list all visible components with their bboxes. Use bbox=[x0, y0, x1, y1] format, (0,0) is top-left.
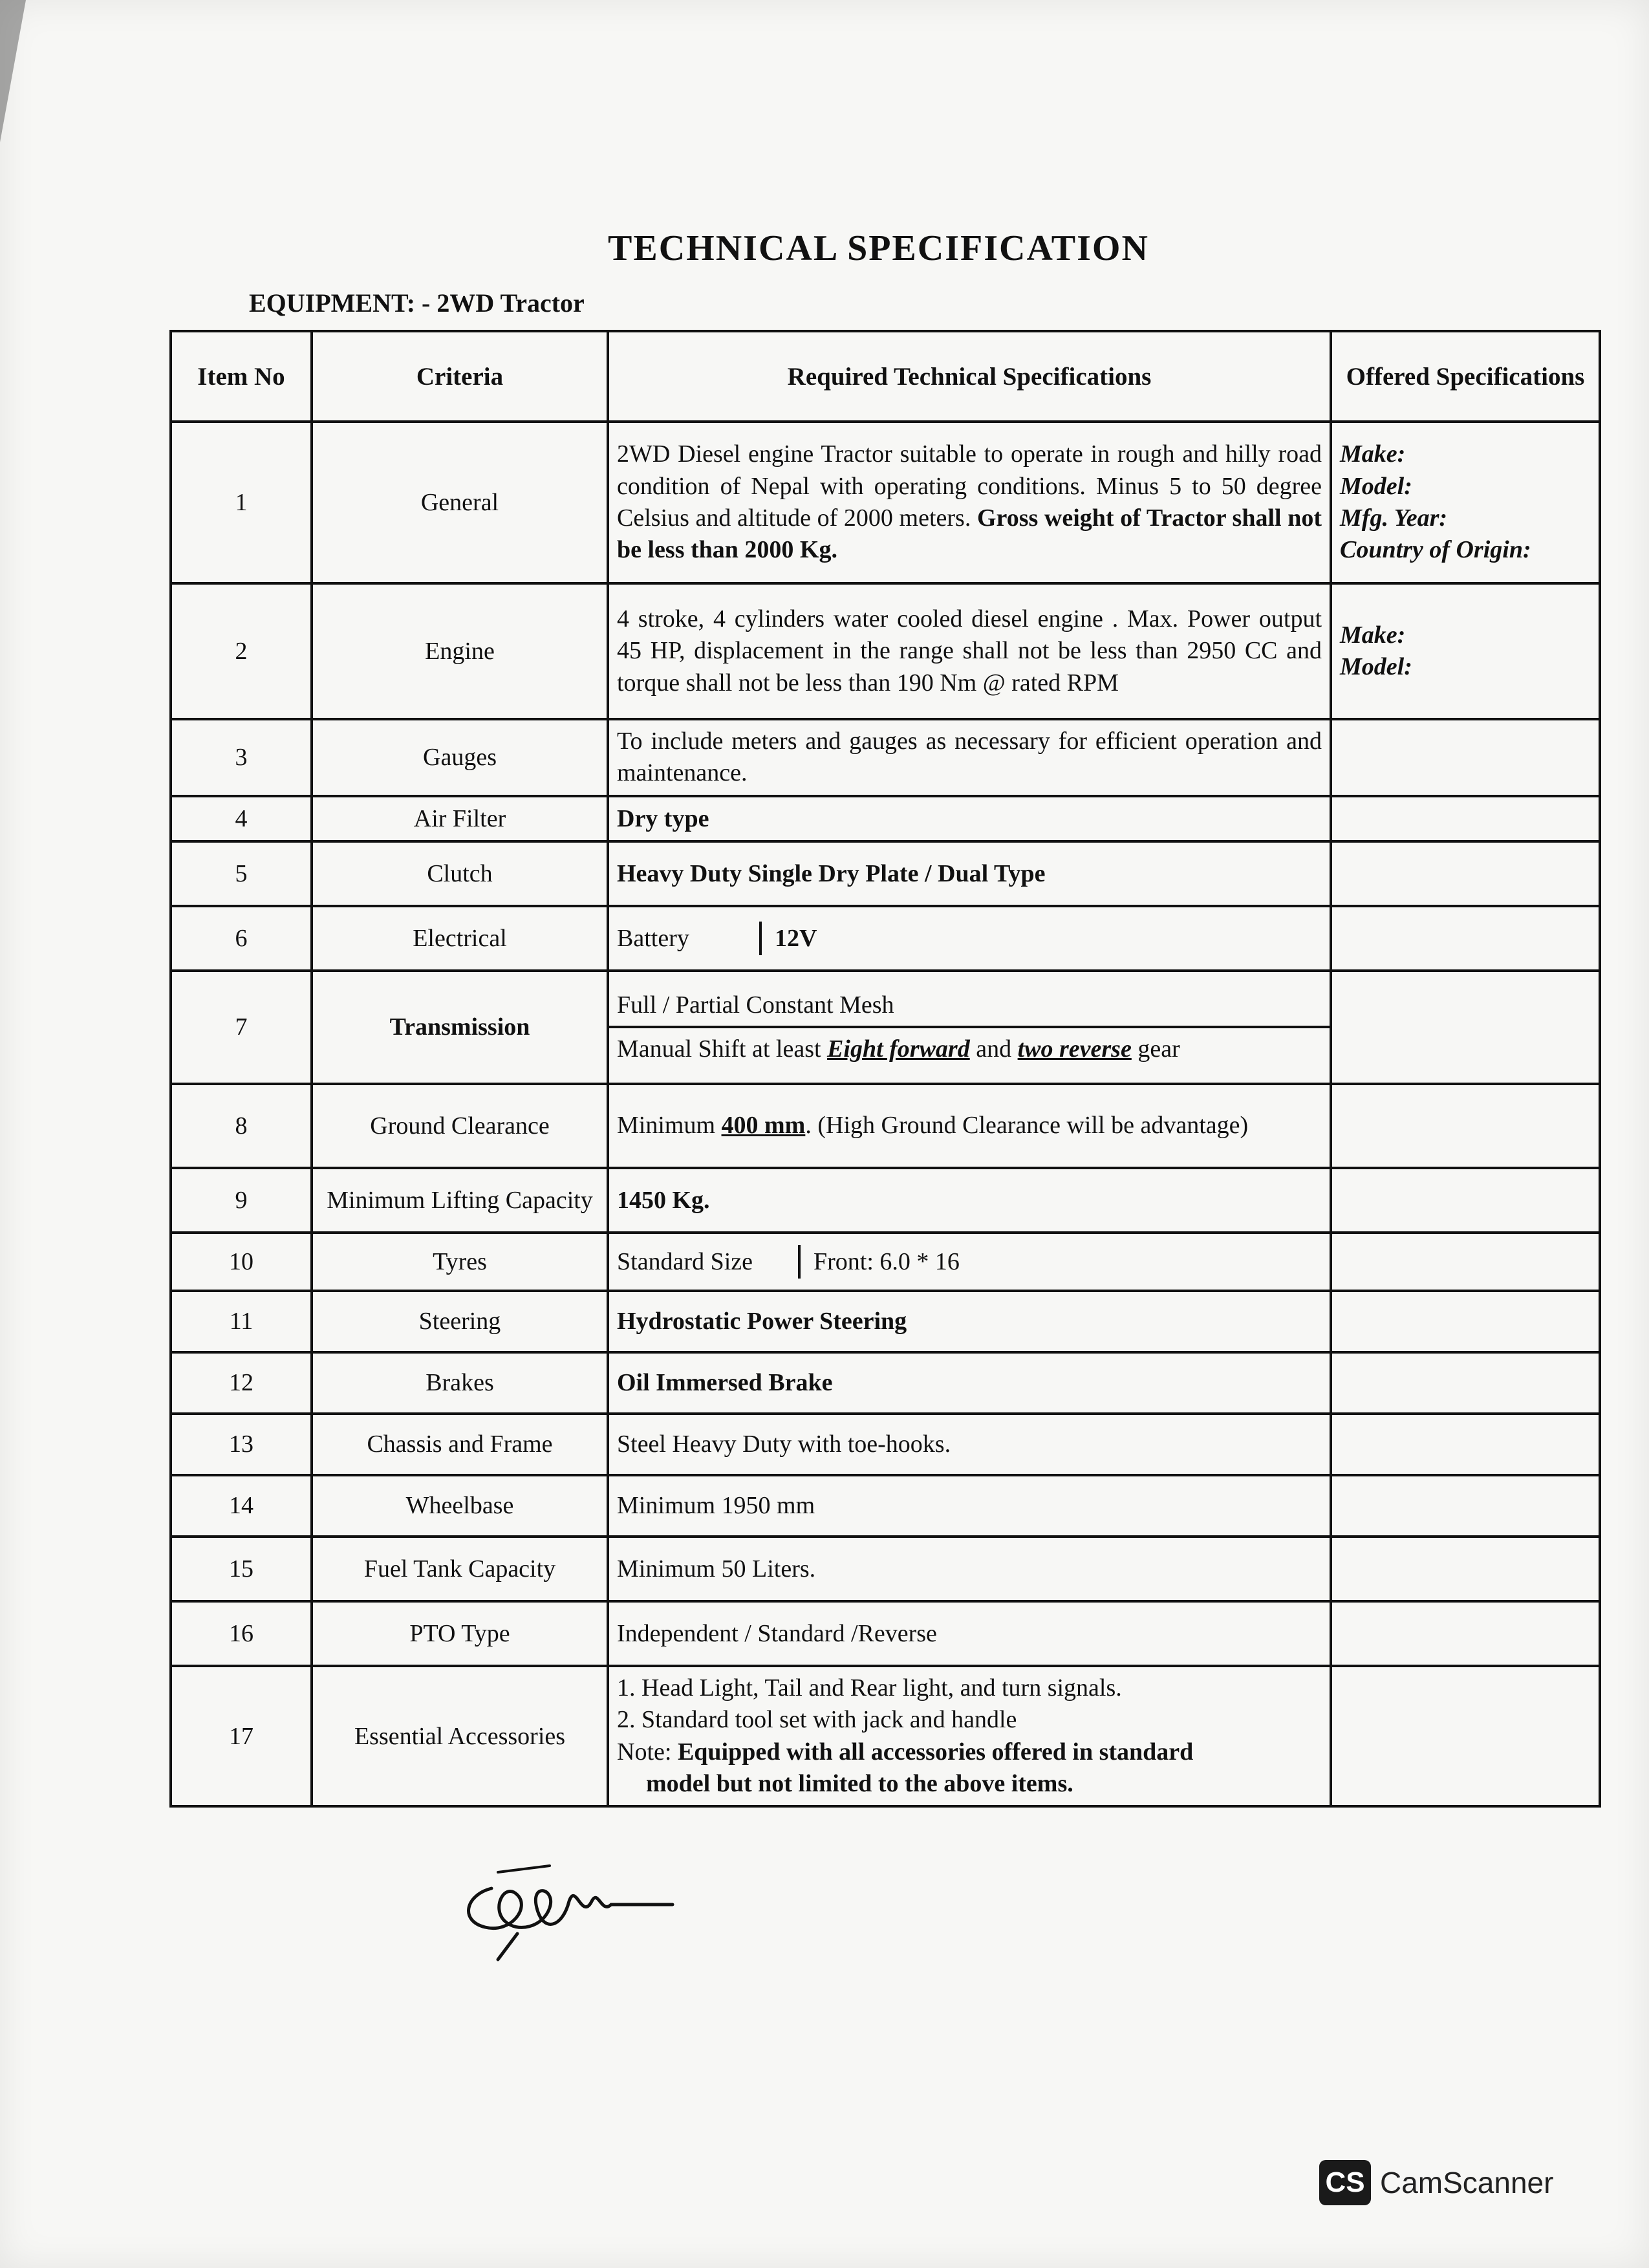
header-offered-specs: Offered Specifications bbox=[1331, 331, 1600, 422]
table-row bbox=[171, 1414, 1600, 1475]
camscanner-text: CamScanner bbox=[1380, 2166, 1554, 2199]
required-spec: Heavy Duty Single Dry Plate / Dual Type bbox=[608, 841, 1331, 906]
accessory-line-2: 2. Standard tool set with jack and handle bbox=[617, 1706, 1017, 1734]
table-row bbox=[171, 1291, 1600, 1352]
required-spec: Minimum 50 Liters. bbox=[608, 1537, 1331, 1601]
criteria: Clutch bbox=[312, 841, 608, 906]
required-spec: Steel Heavy Duty with toe-hooks. bbox=[608, 1414, 1331, 1475]
required-spec: Hydrostatic Power Steering bbox=[608, 1291, 1331, 1352]
sub-value: 12V bbox=[775, 924, 817, 952]
criteria: General bbox=[312, 422, 608, 583]
offered-spec bbox=[1331, 1537, 1600, 1601]
table-row bbox=[171, 906, 1600, 971]
criteria: Brakes bbox=[312, 1352, 608, 1414]
table-row bbox=[171, 796, 1600, 841]
table-row bbox=[171, 719, 1600, 796]
offered-model: Model: bbox=[1340, 472, 1412, 500]
criteria: Minimum Lifting Capacity bbox=[312, 1168, 608, 1233]
required-spec bbox=[608, 1666, 1331, 1807]
item-no: 12 bbox=[171, 1352, 312, 1414]
required-spec bbox=[608, 906, 1331, 971]
sub-value: Front: 6.0 * 16 bbox=[814, 1247, 960, 1275]
accessory-note: Note: Equipped with all accessories offered in standard bbox=[617, 1738, 1194, 1766]
item-no: 5 bbox=[171, 841, 312, 906]
required-spec: Minimum 400 mm. (High Ground Clearance will be advantage) bbox=[608, 1084, 1331, 1168]
folded-corner bbox=[0, 0, 26, 142]
offered-spec bbox=[1331, 1084, 1600, 1168]
offered-spec bbox=[1331, 841, 1600, 906]
table-row bbox=[171, 1084, 1600, 1168]
offered-spec bbox=[1331, 1352, 1600, 1414]
document-title: TECHNICAL SPECIFICATION bbox=[608, 228, 1149, 268]
criteria: Air Filter bbox=[312, 796, 608, 841]
offered-spec bbox=[1331, 719, 1600, 796]
offered-spec bbox=[1331, 422, 1600, 583]
item-no: 1 bbox=[171, 422, 312, 583]
criteria: Fuel Tank Capacity bbox=[312, 1537, 608, 1601]
table-row bbox=[171, 1601, 1600, 1666]
offered-spec bbox=[1331, 1168, 1600, 1233]
accessory-line-1: 1. Head Light, Tail and Rear light, and turn signals. bbox=[617, 1674, 1122, 1701]
header-required-specs: Required Technical Specifications bbox=[608, 331, 1331, 422]
item-no: 7 bbox=[171, 971, 312, 1084]
electrical-subtable bbox=[609, 922, 1330, 955]
table-row bbox=[171, 583, 1600, 719]
transmission-line-1: Full / Partial Constant Mesh bbox=[617, 991, 894, 1019]
criteria: Gauges bbox=[312, 719, 608, 796]
required-spec bbox=[608, 1233, 1331, 1291]
handwritten-signature bbox=[453, 1850, 685, 1966]
item-no: 8 bbox=[171, 1084, 312, 1168]
criteria: Tyres bbox=[312, 1233, 608, 1291]
offered-make: Make: bbox=[1340, 440, 1406, 468]
camscanner-badge bbox=[1319, 2160, 1553, 2205]
required-spec: Minimum 1950 mm bbox=[608, 1475, 1331, 1537]
criteria: Essential Accessories bbox=[312, 1666, 608, 1807]
equipment-label: EQUIPMENT: - 2WD Tractor bbox=[249, 288, 585, 318]
offered-spec bbox=[1331, 906, 1600, 971]
offered-spec bbox=[1331, 1666, 1600, 1807]
table-row bbox=[171, 1352, 1600, 1414]
spec-text-bold: Gross weight of Tractor shall not be less than 2000 Kg. bbox=[617, 504, 1322, 564]
table-row bbox=[171, 1168, 1600, 1233]
offered-spec bbox=[1331, 971, 1600, 1084]
required-spec: Oil Immersed Brake bbox=[608, 1352, 1331, 1414]
sub-label: Standard Size bbox=[609, 1245, 799, 1279]
accessory-note-cont: model but not limited to the above items. bbox=[646, 1769, 1073, 1797]
offered-spec bbox=[1331, 1291, 1600, 1352]
item-no: 13 bbox=[171, 1414, 312, 1475]
criteria: Steering bbox=[312, 1291, 608, 1352]
item-no: 6 bbox=[171, 906, 312, 971]
item-no: 3 bbox=[171, 719, 312, 796]
item-no: 11 bbox=[171, 1291, 312, 1352]
table-row bbox=[171, 1233, 1600, 1291]
sub-label: Battery bbox=[609, 922, 760, 955]
item-no: 10 bbox=[171, 1233, 312, 1291]
offered-mfg-year: Mfg. Year: bbox=[1340, 504, 1448, 532]
offered-model: Model: bbox=[1340, 653, 1412, 680]
item-no: 9 bbox=[171, 1168, 312, 1233]
tyres-subtable bbox=[609, 1245, 1330, 1279]
table-row bbox=[171, 1666, 1600, 1807]
required-spec bbox=[608, 422, 1331, 583]
offered-make: Make: bbox=[1340, 621, 1406, 649]
required-spec: To include meters and gauges as necessary for efficient operation and maintenance. bbox=[608, 719, 1331, 796]
table-row bbox=[171, 1475, 1600, 1537]
table-row bbox=[171, 422, 1600, 583]
header-item-no: Item No bbox=[171, 331, 312, 422]
criteria: Electrical bbox=[312, 906, 608, 971]
criteria: Engine bbox=[312, 583, 608, 719]
item-no: 2 bbox=[171, 583, 312, 719]
offered-spec bbox=[1331, 1233, 1600, 1291]
item-no: 14 bbox=[171, 1475, 312, 1537]
camscanner-logo: CS bbox=[1319, 2160, 1371, 2205]
required-spec: Independent / Standard /Reverse bbox=[608, 1601, 1331, 1666]
offered-spec bbox=[1331, 1414, 1600, 1475]
item-no: 16 bbox=[171, 1601, 312, 1666]
offered-spec bbox=[1331, 1475, 1600, 1537]
table-row bbox=[171, 971, 1600, 1084]
table-header-row bbox=[171, 331, 1600, 422]
table-row bbox=[171, 1537, 1600, 1601]
required-spec: Dry type bbox=[608, 796, 1331, 841]
criteria: Chassis and Frame bbox=[312, 1414, 608, 1475]
required-spec: 4 stroke, 4 cylinders water cooled diesel engine . Max. Power output 45 HP, displacement in the range shall not be less than 2950 CC and torque shall not be less than 190 Nm @ rated RPM bbox=[608, 583, 1331, 719]
criteria: Ground Clearance bbox=[312, 1084, 608, 1168]
required-spec: 1450 Kg. bbox=[608, 1168, 1331, 1233]
item-no: 4 bbox=[171, 796, 312, 841]
offered-country: Country of Origin: bbox=[1340, 536, 1531, 564]
item-no: 17 bbox=[171, 1666, 312, 1807]
header-criteria: Criteria bbox=[312, 331, 608, 422]
criteria: PTO Type bbox=[312, 1601, 608, 1666]
offered-spec bbox=[1331, 1601, 1600, 1666]
spec-table bbox=[169, 330, 1601, 1808]
required-spec bbox=[608, 971, 1331, 1084]
criteria: Wheelbase bbox=[312, 1475, 608, 1537]
item-no: 15 bbox=[171, 1537, 312, 1601]
offered-spec bbox=[1331, 583, 1600, 719]
criteria: Transmission bbox=[312, 971, 608, 1084]
transmission-line-2: Manual Shift at least Eight forward and two reverse gear bbox=[609, 1026, 1330, 1063]
spec-text: 2WD Diesel engine Tractor suitable to operate in rough and hilly road condition of Nepal with operating conditions. Minus 5 to 50 degree Celsius and altitude of 2000 meters. bbox=[617, 440, 1322, 532]
offered-spec bbox=[1331, 796, 1600, 841]
table-row bbox=[171, 841, 1600, 906]
